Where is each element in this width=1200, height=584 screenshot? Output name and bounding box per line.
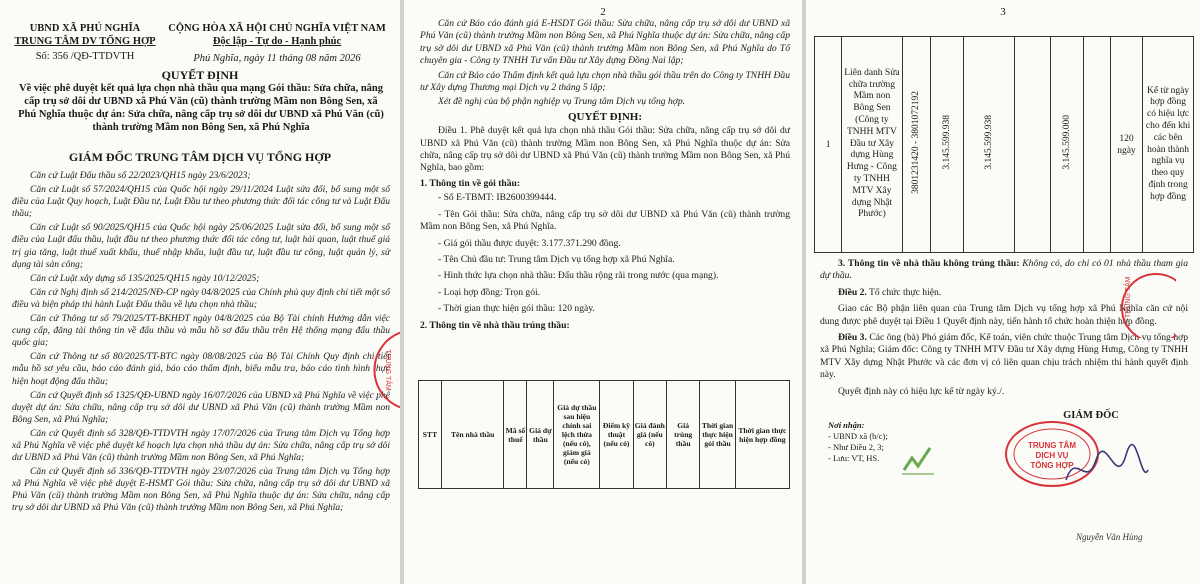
recipients-label: Nơi nhận: [828,420,865,430]
svg-text:TRUNG TÂM: TRUNG TÂM [1028,441,1076,450]
issue-date: Phú Nghĩa, ngày 11 tháng 08 năm 2026 [193,53,361,64]
table-header-cell: Thời gian thực hiện hợp đồng [735,381,789,489]
table-header-cell: Giá dự thầu [527,381,554,489]
digital-signature-icon [898,440,938,480]
article-2-body: Giao các Bộ phận liên quan của Trung tâm Dịch vụ tổng hợp xã Phú Nghĩa căn cứ nội dung được phê duyệt tại Điều 1 Quyết định này, tiến hành tổ chức hoàn thiện hợp đồng. [820,303,1188,327]
effect-clause: Quyết định này có hiệu lực kể từ ngày ký./. [838,385,1005,397]
package-info-item: - Tên Chủ đầu tư: Trung tâm Dịch vụ tổng hợp xã Phú Nghĩa. [438,253,675,265]
document-header [10,22,394,65]
section-2-heading: 2. Thông tin về nhà thầu trúng thầu: [420,319,570,331]
basis-item: Căn cứ Báo cáo đánh giá E-HSDT Gói thầu: Sửa chữa, nâng cấp trụ sở dôi dư UBND xã Phú Văn (cũ) thành trường Mầm non Bông Sen, xã Phú Nghĩa thuộc dự án: Sửa chữa, nâng cấp trụ sở dôi dư UBND xã Phú Văn (cũ) thành trường Mầm non Bông Sen, xã Phú Nghĩa do Tổ chuyên gia - Công ty TNHH Tư vấn Đầu tư Xây dựng Đồng Nai lập; [420,18,790,67]
nation-name: CỘNG HÒA XÃ HỘI CHỦ NGHĨA VIỆT NAM [168,23,386,34]
winner-table-header [418,380,790,489]
article-2-label: Điều 2. [838,286,867,298]
article-3-label: Điều 3. [838,332,867,344]
national-header [160,22,394,65]
issuing-organization [10,22,160,65]
package-info-item: - Thời gian thực hiện gói thầu: 120 ngày. [438,303,595,315]
legal-basis-item: Căn cứ Nghị định số 214/2025/NĐ-CP ngày 04/8/2025 của Chính phủ quy định chi tiết một số điều và biện pháp thi hành Luật Đấu thầu về lựa chọn nhà thầu; [12,287,390,310]
table-header-cell: Thời gian thực hiện gói thầu [700,381,735,489]
national-motto: Độc lập - Tự do - Hạnh phúc [212,36,342,47]
row-stt: 1 [815,37,842,253]
signer-title: GIÁM ĐỐC [1063,410,1119,421]
table-header-cell: Tên nhà thầu [441,381,504,489]
basis-item: Xét đề nghị của bộ phận nghiệp vụ Trung tâm Dịch vụ tổng hợp. [438,96,686,108]
svg-text:TRUNG TÂM: TRUNG TÂM [1125,276,1132,318]
director-title: GIÁM ĐỐC TRUNG TÂM DỊCH VỤ TỔNG HỢP [68,150,332,164]
legal-basis-item: Căn cứ Luật số 57/2024/QH15 của Quốc hội ngày 29/11/2024 Luật sửa đổi, bổ sung một số điều của Luật Quy hoạch, Luật Đầu tư, Luật Đầu tư theo phương thức đối tác công tư và Luật Đấu thầu; [12,185,390,220]
decision-subject: Về việc phê duyệt kết quả lựa chọn nhà thầu qua mạng Gói thầu: Sửa chữa, nâng cấp trụ sở dôi dư UBND xã Phú Văn (cũ) thành trường Mầm non Bông Sen, xã Phú Nghĩa thuộc dự án: Sửa chữa, nâng cấp trụ sở dôi dư UBND xã Phú Văn (cũ) thành trường Mầm non Bông Sen, xã Phú Nghĩa [18,83,384,133]
recipient-item: - Như Điều 2, 3; [828,442,884,452]
package-info-item: - Tên Gói thầu: Sửa chữa, nâng cấp trụ sở dôi dư UBND xã Phú Văn (cũ) thành trường Mầm non Bông Sen, xã Phú Nghĩa. [420,208,790,233]
recipient-item: - Lưu: VT, HS. [828,453,880,463]
handwritten-signature [1056,440,1156,500]
document-page-1 [0,0,400,584]
section-3-text: Không có, do chỉ có 01 nhà thầu tham gia dự thầu. [820,258,1188,282]
decision-title: QUYẾT ĐỊNH [161,68,239,82]
legal-basis-item: Căn cứ Luật xây dựng số 135/2025/QH15 ngày 10/12/2025; [30,273,260,284]
package-info-item: - Giá gói thầu được duyệt: 3.177.371.290 đồng. [438,237,621,249]
section-3-heading: 3. Thông tin về nhà thầu không trúng thầu: [838,258,1020,269]
table-header-cell: Mã số thuế [504,381,527,489]
legal-basis-item: Căn cứ Thông tư số 80/2025/TT-BTC ngày 08/08/2025 của Bộ Tài Chính Quy định chi tiết mẫu hồ sơ yêu cầu, báo cáo đánh giá, báo cáo thẩm định, biểu mẫu tra, báo cáo tình hình thực hiện hoạt động đấu thầu; [12,352,390,387]
row-tax-code: 3801231420 - 3801072192 [911,91,922,194]
legal-basis-item: Căn cứ Quyết định số 1325/QĐ-UBND ngày 16/07/2026 của UBND xã Phú Nghĩa về việc phê duyệt dự án: Sửa chữa, nâng cấp trụ sở dôi dư UBND xã Phú Văn (cũ) thành trường Mầm non Bông Sen, xã Phú Nghĩa; [12,390,390,425]
svg-text:TRUNG TÂM: TRUNG TÂM [384,349,391,391]
page-corner-seal [1116,268,1176,338]
table-header-cell: Điểm kỹ thuật (nếu có) [600,381,633,489]
article-3-text: Các ông (bà) Phó giám đốc, Kế toán, viên chức thuộc Trung tâm Dịch vụ tổng hợp xã Phú Nghĩa; Giám đốc: Công ty TNHH MTV Đầu tư Xây dựng Hùng Hưng, Công ty TNHH MTV Xây dựng Nhật Phước và các đơn vị có liên quan chịu trách nhiệm thi hành quyết định này. [820,332,1188,381]
legal-basis-item: Căn cứ Quyết định số 336/QĐ-TTDVTH ngày 23/07/2026 của Trung tâm Dịch vụ Tổng hợp xã Phú Nghĩa về việc phê duyệt E-HSMT Gói thầu: Sửa chữa, nâng cấp trụ sở dôi dư UBND xã Phú Văn (cũ) thành trường Mầm non Bông Sen, xã Phú Nghĩa thuộc dự án: Sửa chữa, nâng cấp trụ sở dôi dư UBND xã Phú Văn (cũ) thành trường Mầm non Bông Sen, xã Phú Nghĩa; [12,467,390,514]
recipient-item: - UBND xã (b/c); [828,431,888,441]
document-page-3 [806,0,1200,584]
page-2-body [420,18,790,334]
basis-item: Căn cứ Báo cáo Thẩm định kết quả lựa chọn nhà thầu gói thầu trên do Công ty TNHH Đầu tư Xây dựng Thương mại Dịch vụ 2 tháng 5 lập; [420,69,790,94]
page-number: 3 [1000,6,1006,18]
svg-text:TỔNG HỢP: TỔNG HỢP [1030,461,1074,470]
row-adjusted-price: 3.145.599.938 [984,115,995,170]
table-header-cell: STT [419,381,442,489]
recipients-block [828,420,888,464]
legal-basis-list [12,170,390,517]
document-page-2 [404,0,802,584]
package-info-item: - Hình thức lựa chọn nhà thầu: Đấu thầu rộng rãi trong nước (qua mạng). [438,270,719,282]
article-2-text: Tổ chức thực hiện. [866,286,942,298]
svg-text:DỊCH VỤ: DỊCH VỤ [1035,451,1069,460]
signer-name: Nguyễn Văn Hùng [1076,532,1143,542]
margin-seal-stamp [372,330,400,410]
page-number: 2 [600,6,606,18]
document-number: Số: 356 /QĐ-TTDVTH [35,51,135,62]
legal-basis-item: Căn cứ Thông tư số 79/2025/TT-BKHĐT ngày 04/8/2025 của Bộ Tài chính Hướng dẫn việc cung cấp, đăng tải thông tin về đấu thầu và mẫu hồ sơ đấu thầu trên Hệ thống mạng đấu thầu quốc gia; [12,314,390,349]
table-header-cell: Giá dự thầu sau hiệu chỉnh sai lệch thừa (nếu có), giảm giá (nếu có) [554,381,600,489]
legal-basis-item: Căn cứ Quyết định số 328/QĐ-TTDVTH ngày 17/07/2026 của Trung tâm Dịch vụ Tổng hợp xã Phú Nghĩa về việc phê duyệt kế hoạch lựa chọn nhà thầu dự án: Sửa chữa, nâng cấp trụ sở dôi dư UBND xã Phú Văn (cũ) thành trường Mầm non Bông Sen, xã Phú Nghĩa; [12,428,390,464]
legal-basis-item: Căn cứ Luật số 90/2025/QH15 của Quốc hội ngày 25/06/2025 Luật sửa đổi, bổ sung một số điều của Luật đấu thầu, luật đầu tư theo phương thức đối tác công tư, luật hải quan, luật thuế giá trị gia tăng, luật thuế xuất khẩu, thuế nhập khẩu, luật đầu tư, luật đầu tư công, luật quản lý, sử dụng tài sản công; [12,223,390,270]
row-contract-time: Kể từ ngày hợp đồng có hiệu lực cho đến khi các bên hoàn thành nghĩa vụ theo quy định trong hợp đồng [1143,37,1194,253]
table-header-cell: Giá trúng thầu [666,381,699,489]
row-bid-price: 3.145.599.938 [941,115,952,170]
decides-heading: QUYẾT ĐỊNH: [567,110,643,123]
org-name: TRUNG TÂM DV TỔNG HỢP [14,36,156,47]
package-info-item: - Loại hợp đồng: Trọn gói. [438,286,541,298]
row-duration: 120 ngày [1110,37,1142,253]
article-1: Điều 1. Phê duyệt kết quả lựa chọn nhà thầu Gói thầu: Sửa chữa, nâng cấp trụ sở dôi dư UBND xã Phú Văn (cũ) thành trường Mầm non Bông Sen, xã Phú Nghĩa thuộc dự án: Sửa chữa, nâng cấp trụ sở dôi dư UBND xã Phú Văn (cũ) thành trường Mầm non Bông Sen, xã Phú Nghĩa, bao gồm: [420,125,790,174]
legal-basis-item: Căn cứ Luật Đấu thầu số 22/2023/QH15 ngày 23/6/2023; [30,171,251,181]
package-info-item: - Số E-TBMT: IB2600399444. [438,192,557,204]
row-contractor: Liên danh Sửa chữa trường Mầm non Bông Sen (Công ty TNHH MTV Đầu tư Xây dựng Hùng Hưng - Công ty TNHH MTV Xây dựng Nhật Phước) [842,37,902,253]
section-1-heading: 1. Thông tin về gói thầu: [420,177,521,189]
winner-table-row [814,36,1194,253]
table-header-cell: Giá đánh giá (nếu có) [633,381,666,489]
org-parent: UBND XÃ PHÚ NGHĨA [29,23,141,34]
row-winning-price: 3.145.599.000 [1061,115,1072,170]
